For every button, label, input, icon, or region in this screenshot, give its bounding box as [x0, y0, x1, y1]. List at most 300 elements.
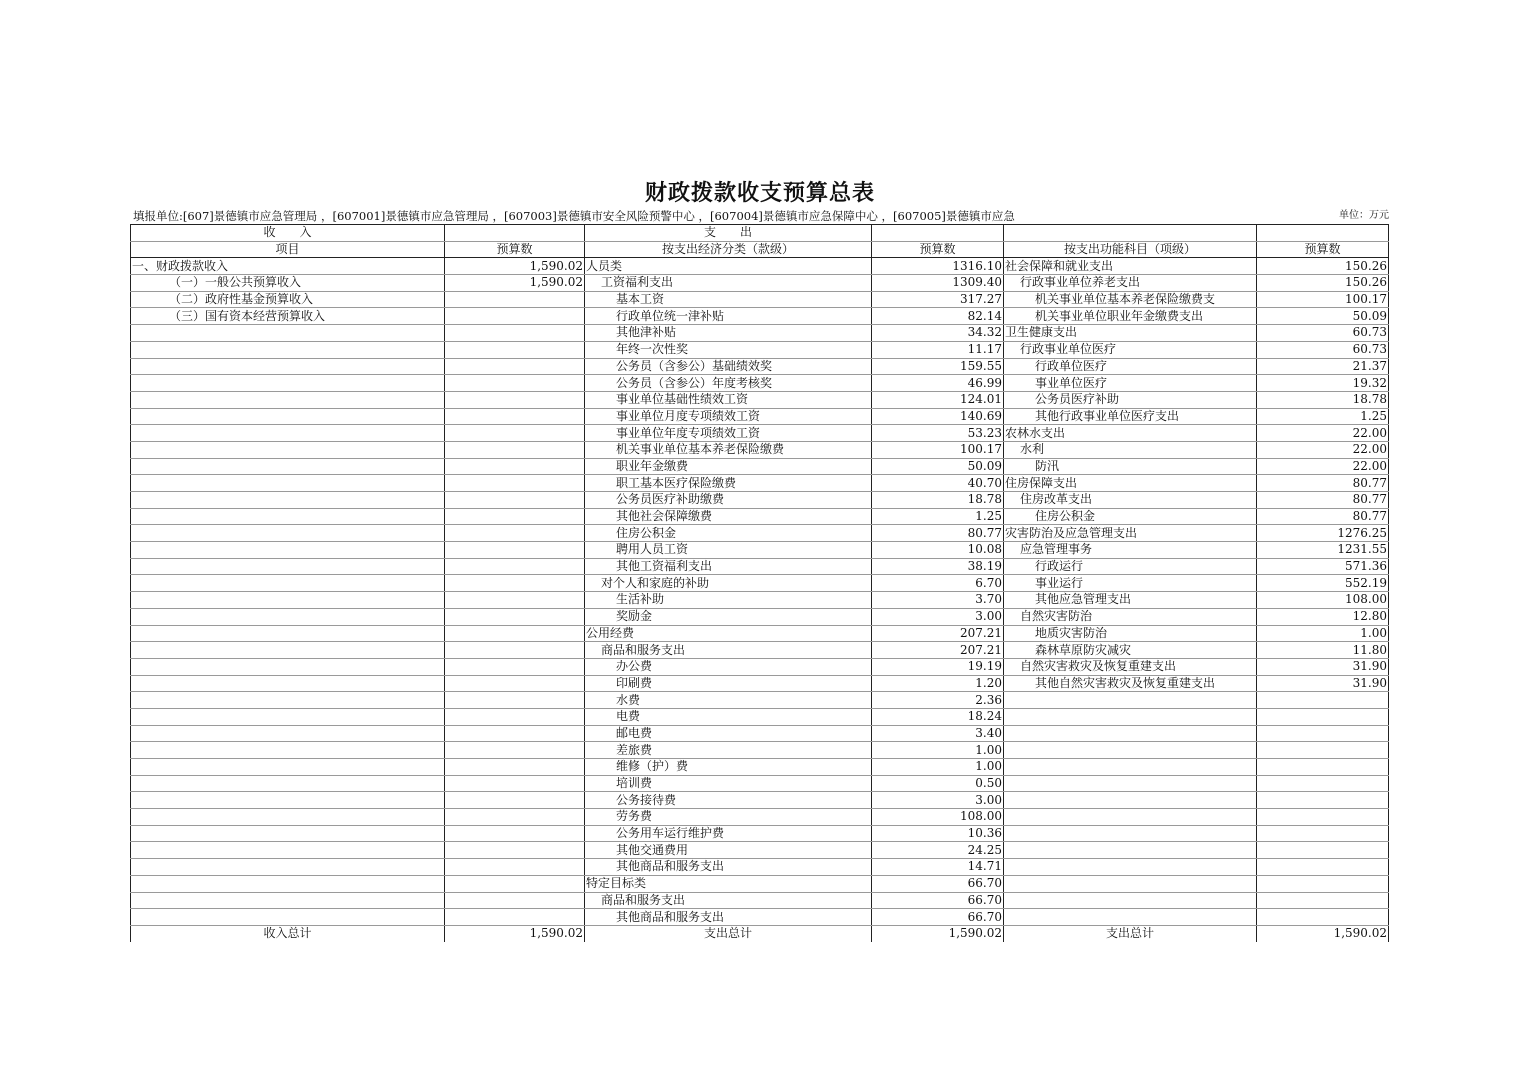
income-item-cell	[131, 425, 445, 442]
table-row	[131, 592, 1389, 609]
functional-budget-cell: 31.90	[1257, 675, 1389, 692]
functional-budget-cell	[1257, 759, 1389, 776]
economic-budget-cell: 14.71	[872, 859, 1004, 876]
functional-class-cell: 自然灾害救灾及恢复重建支出	[1004, 658, 1257, 675]
economic-class-cell: 邮电费	[585, 725, 872, 742]
functional-class-cell: 其他应急管理支出	[1004, 592, 1257, 609]
functional-budget-cell: 1276.25	[1257, 525, 1389, 542]
economic-budget-cell: 18.24	[872, 708, 1004, 725]
functional-class-cell	[1004, 775, 1257, 792]
totals-row	[131, 925, 1389, 941]
income-item-cell	[131, 358, 445, 375]
table-row	[131, 375, 1389, 392]
economic-budget-cell: 3.40	[872, 725, 1004, 742]
functional-class-cell: 灾害防治及应急管理支出	[1004, 525, 1257, 542]
income-budget-cell	[445, 425, 585, 442]
income-item-cell	[131, 325, 445, 342]
economic-class-cell: 基本工资	[585, 291, 872, 308]
income-budget-cell	[445, 592, 585, 609]
income-budget-cell	[445, 742, 585, 759]
functional-class-cell	[1004, 809, 1257, 826]
income-item-cell: （三）国有资本经营预算收入	[131, 308, 445, 325]
reporting-unit-line	[133, 208, 1389, 224]
header-expense-blank	[872, 225, 1004, 242]
functional-budget-cell	[1257, 725, 1389, 742]
economic-budget-cell: 10.08	[872, 542, 1004, 559]
income-total-label: 收入总计	[131, 925, 445, 941]
functional-class-cell	[1004, 892, 1257, 909]
income-budget-cell	[445, 759, 585, 776]
income-item-cell	[131, 875, 445, 892]
income-item-cell	[131, 592, 445, 609]
economic-class-cell: 事业单位基础性绩效工资	[585, 391, 872, 408]
income-budget-cell	[445, 358, 585, 375]
functional-budget-cell: 12.80	[1257, 608, 1389, 625]
filling-unit-text: 填报单位:[607]景德镇市应急管理局 ，[607001]景德镇市应急管理局 ，[607003]景德镇市安全风险预警中心 ，[607004]景德镇市应急保障中心 ，[607005]景德镇市应急	[133, 209, 1015, 223]
income-budget-cell	[445, 792, 585, 809]
table-row	[131, 558, 1389, 575]
table-row	[131, 275, 1389, 292]
table-row	[131, 859, 1389, 876]
income-item-cell	[131, 725, 445, 742]
income-total-value: 1,590.02	[445, 925, 585, 941]
table-row	[131, 408, 1389, 425]
table-row	[131, 475, 1389, 492]
table-row	[131, 425, 1389, 442]
economic-budget-cell: 66.70	[872, 909, 1004, 926]
income-budget-cell: 1,590.02	[445, 275, 585, 292]
income-budget-cell	[445, 708, 585, 725]
functional-class-cell: 行政运行	[1004, 558, 1257, 575]
income-item-cell	[131, 642, 445, 659]
functional-class-cell: 住房公积金	[1004, 508, 1257, 525]
economic-class-cell: 工资福利支出	[585, 275, 872, 292]
income-item-cell	[131, 441, 445, 458]
table-row	[131, 441, 1389, 458]
report-title: 财政拨款收支预算总表	[644, 180, 875, 206]
income-item-cell	[131, 658, 445, 675]
economic-budget-cell: 1.00	[872, 759, 1004, 776]
table-row	[131, 391, 1389, 408]
economic-budget-cell: 2.36	[872, 692, 1004, 709]
economic-budget-cell: 108.00	[872, 809, 1004, 826]
functional-budget-cell	[1257, 809, 1389, 826]
income-budget-cell	[445, 875, 585, 892]
income-item-cell	[131, 625, 445, 642]
functional-budget-cell: 571.36	[1257, 558, 1389, 575]
income-item-cell	[131, 909, 445, 926]
functional-budget-cell: 22.00	[1257, 425, 1389, 442]
functional-budget-cell	[1257, 692, 1389, 709]
functional-budget-cell: 50.09	[1257, 308, 1389, 325]
income-item-cell	[131, 675, 445, 692]
economic-budget-cell: 6.70	[872, 575, 1004, 592]
income-budget-cell: 1,590.02	[445, 258, 585, 275]
income-item-cell	[131, 775, 445, 792]
income-budget-cell	[445, 458, 585, 475]
economic-class-cell: 人员类	[585, 258, 872, 275]
income-item-cell	[131, 742, 445, 759]
functional-budget-cell: 80.77	[1257, 508, 1389, 525]
functional-budget-cell: 11.80	[1257, 642, 1389, 659]
economic-budget-cell: 140.69	[872, 408, 1004, 425]
income-budget-cell	[445, 375, 585, 392]
table-row	[131, 842, 1389, 859]
functional-budget-cell: 19.32	[1257, 375, 1389, 392]
functional-class-cell: 应急管理事务	[1004, 542, 1257, 559]
income-item-cell	[131, 375, 445, 392]
economic-budget-cell: 1316.10	[872, 258, 1004, 275]
income-item-cell	[131, 809, 445, 826]
functional-budget-cell: 60.73	[1257, 341, 1389, 358]
income-item-cell: （一）一般公共预算收入	[131, 275, 445, 292]
economic-class-cell: 其他津补贴	[585, 325, 872, 342]
functional-budget-cell: 22.00	[1257, 441, 1389, 458]
expense-total-value: 1,590.02	[872, 925, 1004, 941]
income-budget-cell	[445, 291, 585, 308]
functional-budget-cell: 22.00	[1257, 458, 1389, 475]
income-item-cell	[131, 608, 445, 625]
income-budget-cell	[445, 308, 585, 325]
economic-budget-cell: 3.00	[872, 792, 1004, 809]
income-item-cell	[131, 475, 445, 492]
table-row	[131, 258, 1389, 275]
header-expense-blank-3	[1257, 225, 1389, 242]
economic-budget-cell: 11.17	[872, 341, 1004, 358]
income-item-cell: （二）政府性基金预算收入	[131, 291, 445, 308]
income-item-cell	[131, 892, 445, 909]
col-header-item: 项目	[131, 241, 445, 258]
table-row	[131, 358, 1389, 375]
budget-summary-table	[130, 224, 1389, 942]
table-row	[131, 542, 1389, 559]
functional-class-cell: 住房保障支出	[1004, 475, 1257, 492]
table-row	[131, 725, 1389, 742]
functional-budget-cell	[1257, 825, 1389, 842]
income-budget-cell	[445, 441, 585, 458]
income-item-cell	[131, 692, 445, 709]
economic-budget-cell: 80.77	[872, 525, 1004, 542]
table-row	[131, 909, 1389, 926]
table-row	[131, 759, 1389, 776]
economic-budget-cell: 124.01	[872, 391, 1004, 408]
economic-budget-cell: 10.36	[872, 825, 1004, 842]
functional-class-cell	[1004, 859, 1257, 876]
col-header-economic-class: 按支出经济分类（款级）	[585, 241, 872, 258]
table-row	[131, 642, 1389, 659]
economic-class-cell: 公用经费	[585, 625, 872, 642]
functional-class-cell	[1004, 725, 1257, 742]
table-row	[131, 775, 1389, 792]
economic-budget-cell: 0.50	[872, 775, 1004, 792]
economic-budget-cell: 3.70	[872, 592, 1004, 609]
economic-budget-cell: 66.70	[872, 875, 1004, 892]
economic-budget-cell: 1.20	[872, 675, 1004, 692]
header-row-columns	[131, 241, 1389, 258]
economic-budget-cell: 207.21	[872, 625, 1004, 642]
income-budget-cell	[445, 558, 585, 575]
income-item-cell	[131, 825, 445, 842]
functional-budget-cell	[1257, 842, 1389, 859]
income-budget-cell	[445, 542, 585, 559]
economic-budget-cell: 40.70	[872, 475, 1004, 492]
functional-budget-cell: 18.78	[1257, 391, 1389, 408]
economic-class-cell: 行政单位统一津补贴	[585, 308, 872, 325]
economic-class-cell: 商品和服务支出	[585, 642, 872, 659]
functional-budget-cell: 31.90	[1257, 658, 1389, 675]
income-budget-cell	[445, 658, 585, 675]
functional-budget-cell: 150.26	[1257, 258, 1389, 275]
income-item-cell	[131, 408, 445, 425]
income-item-cell	[131, 508, 445, 525]
functional-budget-cell: 80.77	[1257, 475, 1389, 492]
income-budget-cell	[445, 341, 585, 358]
col-header-budget-3: 预算数	[1257, 241, 1389, 258]
economic-budget-cell: 38.19	[872, 558, 1004, 575]
functional-budget-cell: 21.37	[1257, 358, 1389, 375]
functional-class-cell: 社会保障和就业支出	[1004, 258, 1257, 275]
functional-class-cell: 事业单位医疗	[1004, 375, 1257, 392]
functional-class-cell: 地质灾害防治	[1004, 625, 1257, 642]
economic-budget-cell: 53.23	[872, 425, 1004, 442]
economic-class-cell: 职工基本医疗保险缴费	[585, 475, 872, 492]
economic-class-cell: 其他交通费用	[585, 842, 872, 859]
functional-class-cell: 其他自然灾害救灾及恢复重建支出	[1004, 675, 1257, 692]
functional-class-cell	[1004, 708, 1257, 725]
functional-budget-cell	[1257, 909, 1389, 926]
income-item-cell	[131, 859, 445, 876]
income-item-cell	[131, 391, 445, 408]
income-item-cell	[131, 492, 445, 509]
expense-total-label: 支出总计	[585, 925, 872, 941]
functional-budget-cell: 1.00	[1257, 625, 1389, 642]
economic-class-cell: 维修（护）费	[585, 759, 872, 776]
functional-class-cell	[1004, 742, 1257, 759]
functional-budget-cell	[1257, 775, 1389, 792]
economic-class-cell: 其他工资福利支出	[585, 558, 872, 575]
economic-budget-cell: 50.09	[872, 458, 1004, 475]
income-item-cell	[131, 575, 445, 592]
income-budget-cell	[445, 608, 585, 625]
income-budget-cell	[445, 892, 585, 909]
income-budget-cell	[445, 475, 585, 492]
income-budget-cell	[445, 675, 585, 692]
economic-budget-cell: 34.32	[872, 325, 1004, 342]
table-row	[131, 675, 1389, 692]
economic-class-cell: 年终一次性奖	[585, 341, 872, 358]
economic-budget-cell: 207.21	[872, 642, 1004, 659]
header-income-blank	[445, 225, 585, 242]
income-budget-cell	[445, 725, 585, 742]
economic-budget-cell: 1.25	[872, 508, 1004, 525]
income-item-cell	[131, 341, 445, 358]
functional-budget-cell: 60.73	[1257, 325, 1389, 342]
functional-budget-cell	[1257, 708, 1389, 725]
economic-class-cell: 特定目标类	[585, 875, 872, 892]
income-budget-cell	[445, 642, 585, 659]
income-budget-cell	[445, 391, 585, 408]
economic-class-cell: 办公费	[585, 658, 872, 675]
functional-class-cell: 行政事业单位养老支出	[1004, 275, 1257, 292]
functional-budget-cell	[1257, 742, 1389, 759]
table-row	[131, 291, 1389, 308]
income-budget-cell	[445, 525, 585, 542]
income-budget-cell	[445, 625, 585, 642]
economic-budget-cell: 82.14	[872, 308, 1004, 325]
income-budget-cell	[445, 825, 585, 842]
table-row	[131, 575, 1389, 592]
income-item-cell	[131, 525, 445, 542]
header-expense-group: 支 出	[585, 225, 872, 242]
economic-class-cell: 培训费	[585, 775, 872, 792]
functional-class-cell: 农林水支出	[1004, 425, 1257, 442]
col-header-budget-2: 预算数	[872, 241, 1004, 258]
functional-budget-cell: 552.19	[1257, 575, 1389, 592]
functional-class-cell	[1004, 825, 1257, 842]
economic-budget-cell: 24.25	[872, 842, 1004, 859]
economic-budget-cell: 46.99	[872, 375, 1004, 392]
table-row	[131, 508, 1389, 525]
income-budget-cell	[445, 508, 585, 525]
header-row-groups	[131, 225, 1389, 242]
table-body	[131, 225, 1389, 942]
economic-class-cell: 生活补助	[585, 592, 872, 609]
table-row	[131, 492, 1389, 509]
col-header-budget: 预算数	[445, 241, 585, 258]
economic-budget-cell: 66.70	[872, 892, 1004, 909]
header-expense-blank-2	[1004, 225, 1257, 242]
income-budget-cell	[445, 692, 585, 709]
income-item-cell: 一、财政拨款收入	[131, 258, 445, 275]
table-row	[131, 341, 1389, 358]
income-budget-cell	[445, 492, 585, 509]
currency-unit-label: 单位：万元	[1339, 210, 1389, 221]
economic-budget-cell: 18.78	[872, 492, 1004, 509]
col-header-functional-class: 按支出功能科目（项级）	[1004, 241, 1257, 258]
economic-class-cell: 住房公积金	[585, 525, 872, 542]
table-row	[131, 525, 1389, 542]
economic-class-cell: 公务员医疗补助缴费	[585, 492, 872, 509]
functional-budget-cell	[1257, 859, 1389, 876]
economic-budget-cell: 19.19	[872, 658, 1004, 675]
table-row	[131, 308, 1389, 325]
header-income-group: 收 入	[131, 225, 445, 242]
functional-class-cell	[1004, 842, 1257, 859]
table-row	[131, 608, 1389, 625]
table-row	[131, 708, 1389, 725]
economic-budget-cell: 1309.40	[872, 275, 1004, 292]
table-row	[131, 875, 1389, 892]
functional-class-cell: 机关事业单位基本养老保险缴费支	[1004, 291, 1257, 308]
functional-class-cell: 卫生健康支出	[1004, 325, 1257, 342]
income-budget-cell	[445, 809, 585, 826]
income-item-cell	[131, 458, 445, 475]
income-budget-cell	[445, 909, 585, 926]
functional-class-cell: 防汛	[1004, 458, 1257, 475]
income-budget-cell	[445, 575, 585, 592]
economic-class-cell: 事业单位年度专项绩效工资	[585, 425, 872, 442]
economic-class-cell: 印刷费	[585, 675, 872, 692]
functional-budget-cell: 100.17	[1257, 291, 1389, 308]
table-row	[131, 742, 1389, 759]
economic-class-cell: 公务用车运行维护费	[585, 825, 872, 842]
economic-class-cell: 商品和服务支出	[585, 892, 872, 909]
table-row	[131, 458, 1389, 475]
functional-budget-cell: 1.25	[1257, 408, 1389, 425]
income-budget-cell	[445, 408, 585, 425]
functional-class-cell: 行政单位医疗	[1004, 358, 1257, 375]
income-item-cell	[131, 558, 445, 575]
economic-class-cell: 奖励金	[585, 608, 872, 625]
functional-class-cell: 机关事业单位职业年金缴费支出	[1004, 308, 1257, 325]
functional-class-cell	[1004, 792, 1257, 809]
economic-class-cell: 公务接待费	[585, 792, 872, 809]
functional-class-cell: 其他行政事业单位医疗支出	[1004, 408, 1257, 425]
economic-class-cell: 劳务费	[585, 809, 872, 826]
table-row	[131, 692, 1389, 709]
functional-budget-cell: 150.26	[1257, 275, 1389, 292]
economic-budget-cell: 100.17	[872, 441, 1004, 458]
income-budget-cell	[445, 775, 585, 792]
functional-class-cell: 行政事业单位医疗	[1004, 341, 1257, 358]
income-budget-cell	[445, 325, 585, 342]
functional-class-cell	[1004, 875, 1257, 892]
economic-class-cell: 职业年金缴费	[585, 458, 872, 475]
income-budget-cell	[445, 842, 585, 859]
table-row	[131, 825, 1389, 842]
economic-class-cell: 其他商品和服务支出	[585, 909, 872, 926]
income-budget-cell	[445, 859, 585, 876]
table-row	[131, 658, 1389, 675]
expense-total-value-2: 1,590.02	[1257, 925, 1389, 941]
income-item-cell	[131, 542, 445, 559]
economic-class-cell: 事业单位月度专项绩效工资	[585, 408, 872, 425]
economic-class-cell: 电费	[585, 708, 872, 725]
functional-class-cell: 自然灾害防治	[1004, 608, 1257, 625]
table-row	[131, 809, 1389, 826]
income-item-cell	[131, 708, 445, 725]
table-row	[131, 325, 1389, 342]
functional-class-cell: 住房改革支出	[1004, 492, 1257, 509]
economic-class-cell: 其他商品和服务支出	[585, 859, 872, 876]
economic-budget-cell: 1.00	[872, 742, 1004, 759]
economic-class-cell: 公务员（含参公）基础绩效奖	[585, 358, 872, 375]
functional-budget-cell	[1257, 792, 1389, 809]
economic-class-cell: 水费	[585, 692, 872, 709]
functional-class-cell	[1004, 692, 1257, 709]
income-item-cell	[131, 842, 445, 859]
table-row	[131, 892, 1389, 909]
functional-class-cell	[1004, 909, 1257, 926]
functional-class-cell	[1004, 759, 1257, 776]
functional-budget-cell	[1257, 875, 1389, 892]
economic-budget-cell: 317.27	[872, 291, 1004, 308]
income-item-cell	[131, 792, 445, 809]
economic-class-cell: 其他社会保障缴费	[585, 508, 872, 525]
functional-class-cell: 森林草原防灾减灾	[1004, 642, 1257, 659]
functional-class-cell: 水利	[1004, 441, 1257, 458]
economic-class-cell: 对个人和家庭的补助	[585, 575, 872, 592]
functional-class-cell: 事业运行	[1004, 575, 1257, 592]
functional-budget-cell: 1231.55	[1257, 542, 1389, 559]
economic-budget-cell: 3.00	[872, 608, 1004, 625]
functional-budget-cell	[1257, 892, 1389, 909]
expense-total-label-2: 支出总计	[1004, 925, 1257, 941]
functional-budget-cell: 80.77	[1257, 492, 1389, 509]
economic-class-cell: 聘用人员工资	[585, 542, 872, 559]
economic-class-cell: 差旅费	[585, 742, 872, 759]
income-item-cell	[131, 759, 445, 776]
